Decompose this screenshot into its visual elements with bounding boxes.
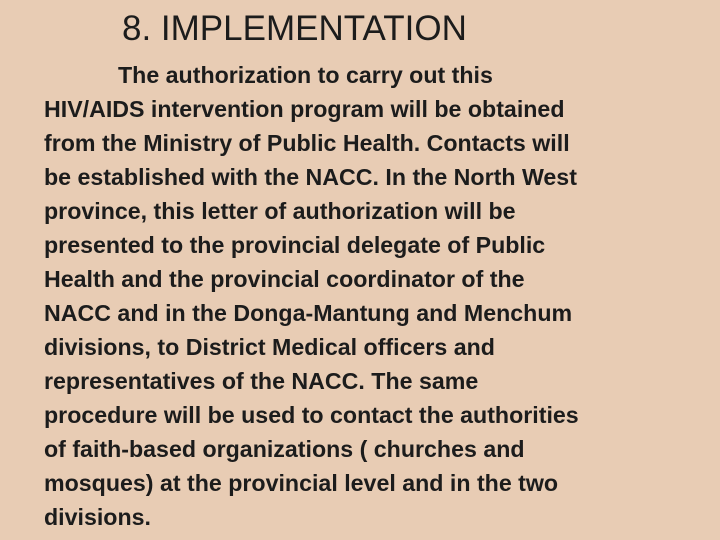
paragraph-line: be established with the NACC. In the North West bbox=[44, 164, 577, 190]
slide-body-paragraph bbox=[44, 58, 704, 534]
paragraph-line: HIV/AIDS intervention program will be obtained bbox=[44, 96, 565, 122]
paragraph-line: Health and the provincial coordinator of the bbox=[44, 266, 525, 292]
paragraph-line: representatives of the NACC. The same bbox=[44, 368, 479, 394]
paragraph-line: The authorization to carry out this bbox=[118, 62, 493, 88]
paragraph-line: mosques) at the provincial level and in the two bbox=[44, 470, 559, 496]
paragraph-line: divisions, to District Medical officers and bbox=[44, 334, 495, 360]
paragraph-line: of faith-based organizations ( churches and bbox=[44, 436, 525, 462]
slide-title: 8. IMPLEMENTATION bbox=[122, 9, 467, 48]
paragraph-line: procedure will be used to contact the authorities bbox=[44, 402, 579, 428]
paragraph-line: province, this letter of authorization will be bbox=[44, 198, 516, 224]
paragraph-line: presented to the provincial delegate of Public bbox=[44, 232, 546, 258]
paragraph-line: divisions. bbox=[44, 504, 151, 530]
paragraph-line: NACC and in the Donga-Mantung and Menchum bbox=[44, 300, 573, 326]
paragraph-line: from the Ministry of Public Health. Contacts will bbox=[44, 130, 570, 156]
